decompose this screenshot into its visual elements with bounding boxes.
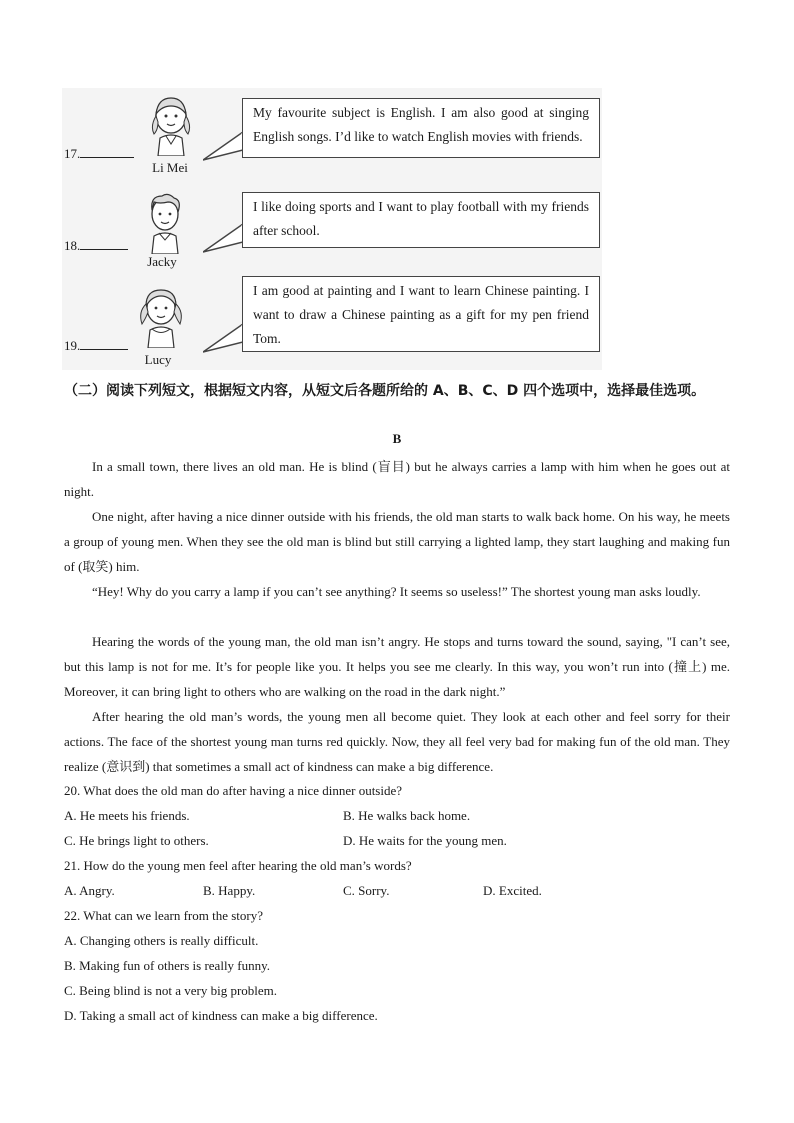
answer-blank-17[interactable]	[80, 146, 134, 158]
answer-blank-18[interactable]	[80, 238, 128, 250]
matching-row-19	[62, 280, 602, 370]
question-22-stem: 22. What can we learn from the story?	[64, 908, 264, 923]
question-number-17: 17.	[64, 146, 134, 162]
speech-bubble-tail-17	[203, 128, 243, 164]
question-21-option-c[interactable]: C. Sorry.	[343, 883, 390, 898]
passage-paragraph-2: One night, after having a nice dinner outside with his friends, the old man starts to walk back home. On his way, he meets a group of young men. When they see the old man is blind but still carrying a lighted lamp, they start laughing and making fun of (取笑) him.	[64, 509, 730, 574]
speech-bubble-17: My favourite subject is English. I am also good at singing English songs. I’d like to watch English movies with friends.	[242, 98, 600, 158]
speech-bubble-tail-19	[203, 320, 243, 356]
speech-bubble-19: I am good at painting and I want to learn Chinese painting. I want to draw a Chinese painting as a gift for my pen friend Tom.	[242, 276, 600, 352]
question-number-19: 19.	[64, 338, 128, 354]
student-name-li-mei: Li Mei	[152, 160, 188, 175]
girl-avatar-li-mei	[146, 92, 196, 156]
girl-avatar-lucy	[136, 284, 186, 348]
passage-paragraph-3: “Hey! Why do you carry a lamp if you can’t see anything? It seems so useless!” The shortest young man asks loudly.	[92, 584, 701, 599]
question-20-option-c[interactable]: C. He brings light to others.	[64, 833, 209, 848]
question-number-18: 18.	[64, 238, 128, 254]
question-20-option-b[interactable]: B. He walks back home.	[343, 808, 471, 823]
student-name-lucy: Lucy	[144, 352, 172, 367]
section-heading: （二）阅读下列短文，根据短文内容，从短文后各题所给的 A、B、C、D 四个选项中，选择最佳选项。	[64, 383, 706, 399]
boy-avatar-jacky	[140, 190, 190, 254]
passage-paragraph-5: After hearing the old man’s words, the young men all become quiet. They look at each other and feel sorry for their actions. The face of the shortest young man turns red quickly. Now, they all feel very bad for making fun of the old man. They realize (意识到) that sometimes a small act of kindness can make a big difference.	[64, 709, 730, 774]
question-21-stem: 21. How do the young men feel after hearing the old man’s words?	[64, 858, 412, 873]
passage-paragraph-4: Hearing the words of the young man, the old man isn’t angry. He stops and turns toward the sound, saying, "I can’t see, but this lamp is not for me. It’s for people like you. It helps you see me clearly. In this way, you won’t run into (撞上) me. Moreover, it can bring light to others who are walking on the road in the dark night.”	[64, 634, 730, 699]
question-22-option-a[interactable]: A. Changing others is really difficult.	[64, 933, 259, 948]
question-21-option-d[interactable]: D. Excited.	[483, 883, 542, 898]
question-20-option-a[interactable]: A. He meets his friends.	[64, 808, 190, 823]
passage-paragraph-1: In a small town, there lives an old man. He is blind (盲目) but he always carries a lamp with him when he goes out at night.	[64, 459, 730, 499]
student-name-jacky: Jacky	[147, 254, 177, 269]
question-20-stem: 20. What does the old man do after having a nice dinner outside?	[64, 783, 403, 798]
question-21-option-a[interactable]: A. Angry.	[64, 883, 115, 898]
question-21-option-b[interactable]: B. Happy.	[203, 883, 256, 898]
speech-bubble-18: I like doing sports and I want to play football with my friends after school.	[242, 192, 600, 248]
answer-blank-19[interactable]	[80, 338, 128, 350]
matching-row-17	[62, 88, 602, 183]
passage-title: B	[392, 431, 402, 446]
matching-row-18	[62, 186, 602, 276]
speech-bubble-tail-18	[203, 220, 243, 256]
question-22-option-c[interactable]: C. Being blind is not a very big problem.	[64, 983, 278, 998]
question-22-option-d[interactable]: D. Taking a small act of kindness can make a big difference.	[64, 1008, 378, 1023]
matching-section	[62, 88, 602, 370]
question-22-option-b[interactable]: B. Making fun of others is really funny.	[64, 958, 271, 973]
question-20-option-d[interactable]: D. He waits for the young men.	[343, 833, 507, 848]
